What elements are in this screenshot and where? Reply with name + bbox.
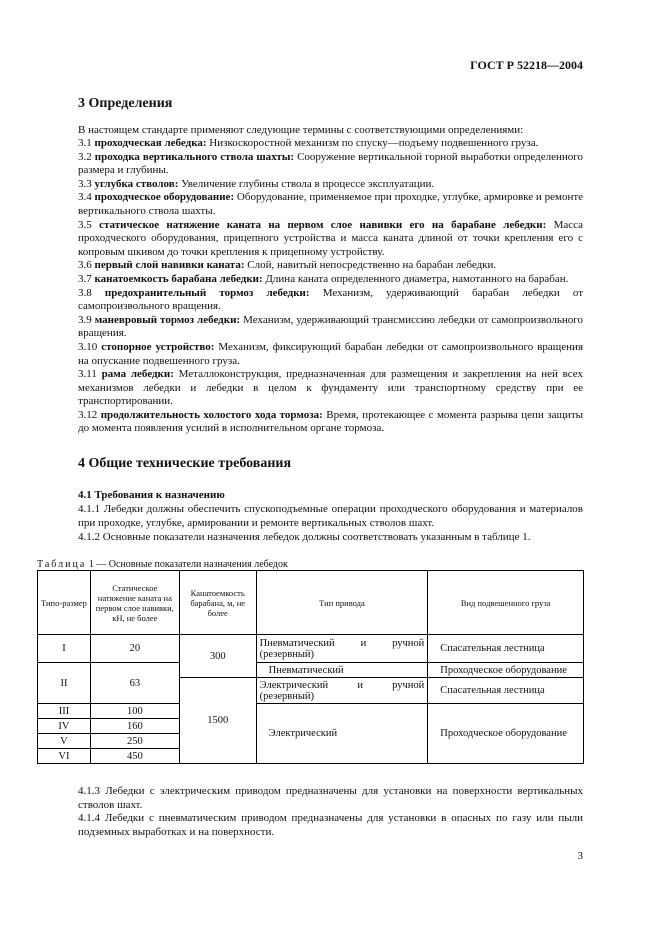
definition-item — [78, 191, 583, 218]
definition-number: 3.8 — [78, 286, 92, 299]
cell-tension: 100 — [90, 704, 179, 719]
cell-load: Спасательная лестница — [428, 678, 584, 704]
cell-type: I — [38, 635, 91, 663]
cell-tension: 63 — [90, 663, 179, 704]
definition-term: проходческое оборудование: — [94, 191, 235, 204]
definition-number: 3.11 — [78, 368, 97, 381]
cell-type: V — [38, 734, 91, 749]
cell-drive: Пневматический — [256, 663, 428, 678]
cell-type: VI — [38, 749, 91, 764]
definition-text: Увеличение глубины ствола в процессе эксплуатации. — [181, 177, 435, 190]
definition-term: проходческая лебедка: — [94, 137, 207, 149]
section-3-title: 3 Определения — [78, 96, 173, 111]
table-row — [38, 663, 584, 678]
subsection-title — [78, 489, 583, 503]
definition-number: 3.1 — [78, 137, 92, 149]
standard-header: ГОСТ Р 52218—2004 — [470, 58, 583, 72]
definition-term: предохранительный тормоз лебедки: — [104, 286, 310, 299]
definition-number: 3.5 — [78, 218, 92, 231]
definition-item — [78, 219, 583, 260]
p414-text: 4.1.4 Лебедки с пневматическим приводом предназначены для установки в опасных по газу или пыли подземных выработках и на поверхности. — [78, 812, 583, 838]
definition-number: 3.9 — [78, 313, 92, 326]
paragraph-4-1-3 — [78, 785, 583, 812]
definition-item — [78, 151, 583, 178]
cell-load: Спасательная лестница — [428, 635, 584, 663]
cell-type: III — [38, 704, 91, 719]
caption-num: 1 — [88, 559, 94, 570]
definition-text: Сооружение вертикальной горной выработки определенного размера и глубины. — [78, 150, 583, 177]
header-capacity: Канатоемкость барабана, м, не более — [179, 571, 256, 635]
definition-item — [78, 287, 583, 314]
definition-text: Длина каната определенного диаметра, намотанного на барабан. — [265, 272, 569, 285]
cell-drive: Электрический и ручной (резервный) — [256, 678, 428, 704]
paragraph-4-1-2 — [78, 531, 583, 545]
header-type: Типо-размер — [38, 571, 91, 635]
section-3-intro — [78, 124, 583, 138]
definition-number: 3.3 — [78, 177, 92, 190]
definition-term: статическое натяжение каната на первом слое навивки его на барабане лебедки: — [99, 218, 547, 231]
definition-text: Время, протекающее с момента разрыва цепи защиты до момента появления усилий в исполнительном органе тормоза. — [78, 408, 584, 435]
definition-item — [78, 314, 583, 341]
cell-tension: 450 — [90, 749, 179, 764]
definition-item — [78, 259, 583, 273]
caption-label: Таблица — [37, 559, 87, 570]
cell-drive: Электрический — [256, 704, 428, 764]
definition-term: рама лебедки: — [101, 368, 174, 381]
definition-term: стопорное устройство: — [101, 340, 215, 353]
definition-term: маневровый тормоз лебедки: — [94, 313, 241, 326]
definition-number: 3.4 — [78, 191, 92, 204]
p412-text: 4.1.2 Основные показатели назначения лебедок должны соответствовать указанным в таблице 1. — [78, 531, 531, 543]
header-tension: Статическое натяжение каната на первом слое навивки, кН, не более — [90, 571, 179, 635]
definition-item — [78, 273, 583, 287]
paragraph-4-1-4 — [78, 812, 583, 839]
caption-text: — Основные показатели назначения лебедок — [96, 559, 288, 570]
definition-text: Механизм, удерживающий барабан лебедки от самопроизвольного вращения. — [78, 286, 584, 313]
definition-item — [78, 137, 583, 151]
table-header-row — [38, 571, 584, 635]
paragraph-4-1-1 — [78, 503, 583, 530]
definition-text: Масса проходческого оборудования, прицепного устройства и масса каната длиной от точки крепления его с копровым шкивом до точки крепления к прицепному устройству. — [78, 218, 584, 258]
parameters-table — [37, 570, 584, 764]
definition-item — [78, 178, 583, 192]
section-4-title: 4 Общие технические требования — [78, 456, 292, 471]
definition-text: Слой, навитый непосредственно на барабан лебедки. — [247, 259, 497, 272]
definition-item — [78, 409, 583, 436]
cell-capacity: 300 — [179, 635, 256, 678]
cell-type: IV — [38, 719, 91, 734]
definitions-list — [78, 137, 583, 436]
cell-tension: 250 — [90, 734, 179, 749]
table-row — [38, 704, 584, 719]
subsection-title-text: 4.1 Требования к назначению — [78, 489, 225, 501]
p411-text: 4.1.1 Лебедки должны обеспечить спускоподъемные операции проходческого оборудования и материалов при проходке, углубке, армировании и ремонте вертикальных стволов шахт. — [78, 503, 583, 529]
page-number: 3 — [577, 850, 583, 862]
definition-number: 3.6 — [78, 259, 92, 272]
definition-item — [78, 368, 583, 409]
definition-number: 3.7 — [78, 272, 92, 285]
cell-type: II — [38, 663, 91, 704]
cell-tension: 20 — [90, 635, 179, 663]
definition-text: Механизм, фиксирующий барабан лебедки от самопроизвольного вращения на опускание подвешенного груза. — [78, 340, 583, 367]
cell-load: Проходческое оборудование — [428, 704, 584, 764]
cell-drive: Пневматический и ручной (резервный) — [256, 635, 428, 663]
table-caption — [37, 559, 288, 570]
cell-load: Проходческое оборудование — [428, 663, 584, 678]
definition-term: продолжительность холостого хода тормоза: — [100, 408, 323, 421]
definition-number: 3.12 — [78, 408, 98, 421]
definition-number: 3.2 — [78, 150, 92, 163]
definition-text: Низкоскоростной механизм по спуску—подъему подвешенного груза. — [209, 137, 539, 149]
header-drive: Тип привода — [256, 571, 428, 635]
definition-text: Металлоконструкция, предназначенная для размещения и закрепления на ней всех механизмов лебедки и лебедки в целом к фундаменту или транспортному средству при ее транспортировании. — [78, 368, 583, 408]
intro-text: В настоящем стандарте применяют следующие термины с соответствующими определениями: — [78, 124, 524, 136]
definition-term: канатоемкость барабана лебедки: — [94, 272, 263, 285]
definition-term: углубка стволов: — [94, 177, 179, 190]
definition-term: первый слой навивки каната: — [94, 259, 245, 272]
definition-number: 3.10 — [78, 340, 98, 353]
table-row — [38, 635, 584, 663]
p413-text: 4.1.3 Лебедки с электрическим приводом предназначены для установки на поверхности вертикальных стволов шахт. — [78, 785, 583, 811]
definition-term: проходка вертикального ствола шахты: — [94, 150, 295, 163]
definition-text: Оборудование, применяемое при проходке, углубке, армировке и ремонте вертикального ствола шахты. — [78, 191, 584, 217]
cell-tension: 160 — [90, 719, 179, 734]
definition-text: Механизм, удерживающий трансмиссию лебедки от самопроизвольного вращения. — [78, 313, 584, 340]
cell-capacity: 1500 — [179, 678, 256, 764]
header-load: Вид подвешенного груза — [428, 571, 584, 635]
definition-item — [78, 341, 583, 368]
